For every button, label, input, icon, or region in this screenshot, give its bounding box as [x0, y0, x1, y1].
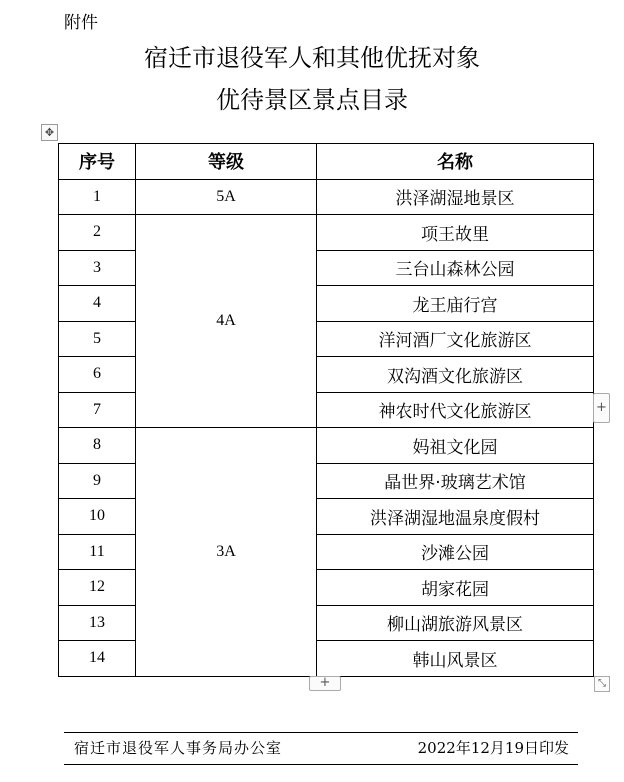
row-name: 柳山湖旅游风景区: [317, 605, 594, 641]
footer-bottom-rule: [64, 764, 578, 765]
row-no: 13: [59, 605, 136, 641]
row-no: 6: [59, 357, 136, 393]
row-no: 12: [59, 570, 136, 606]
header-level: 等级: [136, 144, 317, 180]
row-name: 晶世界·玻璃艺术馆: [317, 463, 594, 499]
table-row: [59, 179, 594, 215]
table-resize-icon[interactable]: ⤡: [594, 676, 610, 692]
row-name: 韩山风景区: [317, 641, 594, 677]
header-name: 名称: [317, 144, 594, 180]
row-name: 神农时代文化旅游区: [317, 392, 594, 428]
row-no: 10: [59, 499, 136, 535]
header-no: 序号: [59, 144, 136, 180]
row-no: 2: [59, 215, 136, 251]
row-no: 14: [59, 641, 136, 677]
table-move-icon[interactable]: ✥: [41, 124, 58, 141]
row-name: 项王故里: [317, 215, 594, 251]
row-name: 洪泽湖湿地温泉度假村: [317, 499, 594, 535]
row-no: 3: [59, 250, 136, 286]
add-row-icon[interactable]: +: [309, 676, 341, 691]
row-name: 三台山森林公园: [317, 250, 594, 286]
row-no: 1: [59, 179, 136, 215]
row-name: 洪泽湖湿地景区: [317, 179, 594, 215]
footer-issuer: 宿迁市退役军人事务局办公室: [74, 739, 283, 757]
row-name: 沙滩公园: [317, 534, 594, 570]
table-header-row: [59, 144, 594, 180]
table-row: [59, 428, 594, 464]
row-name: 胡家花园: [317, 570, 594, 606]
table-row: [59, 215, 594, 251]
row-name: 龙王庙行宫: [317, 286, 594, 322]
footer-top-rule: [64, 732, 578, 733]
row-name: 妈祖文化园: [317, 428, 594, 464]
level-cell: 5A: [136, 179, 317, 215]
row-name: 洋河酒厂文化旅游区: [317, 321, 594, 357]
row-name: 双沟酒文化旅游区: [317, 357, 594, 393]
document-title-line-1: 宿迁市退役军人和其他优抚对象: [144, 44, 480, 72]
row-no: 9: [59, 463, 136, 499]
row-no: 7: [59, 392, 136, 428]
level-cell: 4A: [136, 215, 317, 428]
row-no: 4: [59, 286, 136, 322]
annex-label: 附件: [64, 13, 98, 33]
level-cell: 3A: [136, 428, 317, 677]
footer-date: 2022年12月19日印发: [417, 739, 569, 757]
row-no: 8: [59, 428, 136, 464]
add-column-icon[interactable]: +: [593, 393, 610, 423]
scenic-spot-table: [58, 143, 594, 677]
row-no: 11: [59, 534, 136, 570]
row-no: 5: [59, 321, 136, 357]
document-title-line-2: 优待景区景点目录: [216, 86, 408, 114]
